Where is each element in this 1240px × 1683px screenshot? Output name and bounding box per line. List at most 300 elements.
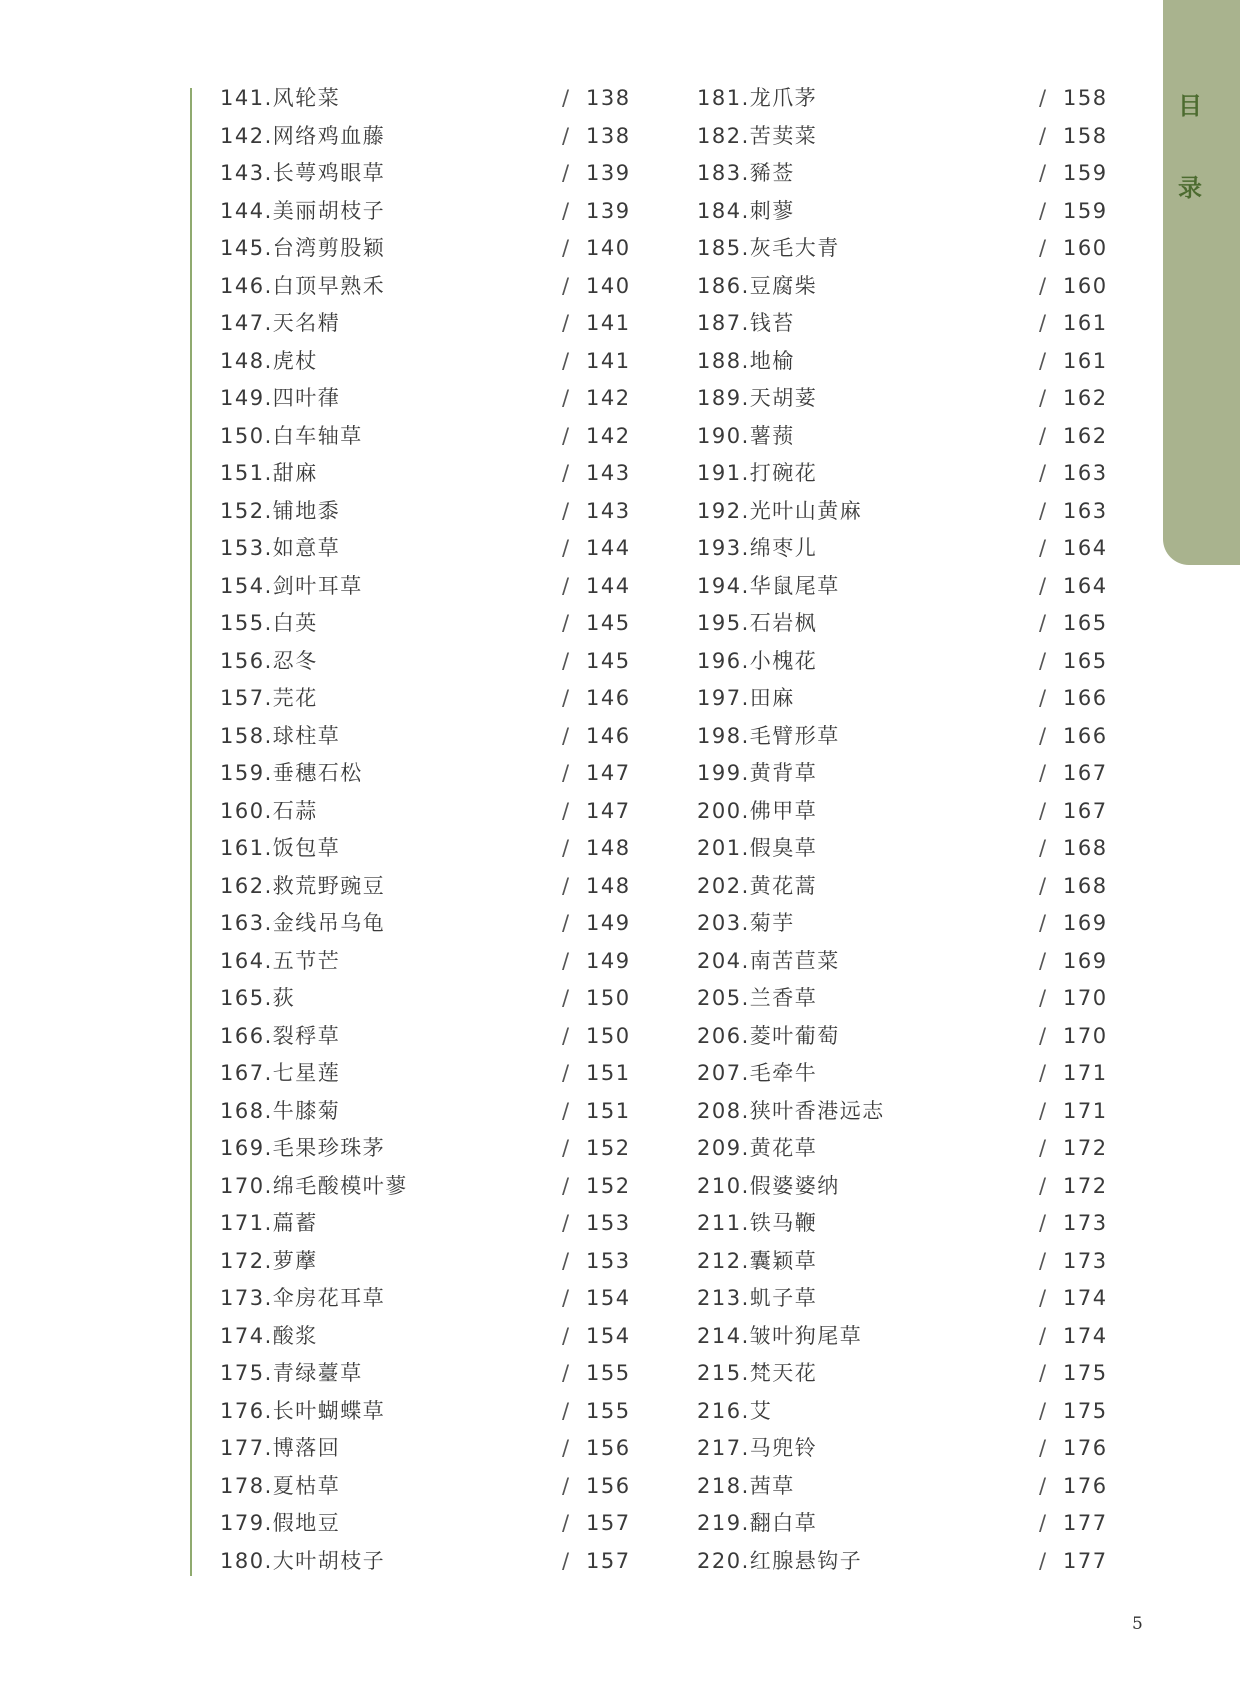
toc-entry-separator: / — [1039, 311, 1048, 335]
toc-entry-page: 138 — [586, 123, 631, 148]
toc-entry-separator: / — [562, 911, 571, 935]
toc-entry-separator: / — [1039, 648, 1048, 673]
toc-entry[interactable] — [220, 868, 631, 906]
toc-entry-title: 187.钱苔 — [697, 311, 795, 335]
toc-entry-separator: / — [562, 536, 571, 560]
toc-entry[interactable] — [220, 155, 631, 193]
toc-entry[interactable] — [697, 943, 1108, 981]
toc-entry[interactable] — [220, 905, 631, 943]
toc-entry-page: 147 — [586, 761, 631, 785]
toc-entry-title: 163.金线吊乌龟 — [220, 911, 386, 935]
toc-entry-separator: / — [562, 986, 571, 1010]
toc-entry-title: 153.如意草 — [220, 536, 341, 560]
toc-entry-page: 166 — [1063, 723, 1108, 748]
toc-entry-page: 163 — [1063, 461, 1108, 485]
toc-entry-separator: / — [1039, 123, 1048, 148]
toc-entry-title: 183.豨莶 — [697, 161, 795, 185]
toc-entry[interactable] — [220, 230, 631, 268]
toc-entry-page: 160 — [1063, 273, 1108, 298]
toc-entry-separator: / — [562, 1211, 571, 1235]
toc-entry-separator: / — [562, 1398, 571, 1423]
toc-entry-title: 189.天胡荽 — [697, 386, 818, 410]
toc-entry-page: 141 — [586, 348, 631, 373]
toc-entry-separator: / — [1039, 536, 1048, 560]
toc-entry-title: 179.假地豆 — [220, 1511, 341, 1535]
toc-entry-separator: / — [562, 1173, 571, 1198]
toc-entry-separator: / — [562, 1248, 571, 1273]
toc-entry-title: 213.虮子草 — [697, 1286, 818, 1310]
toc-entry-page: 176 — [1063, 1436, 1108, 1460]
toc-entry[interactable] — [697, 530, 1108, 568]
toc-entry[interactable] — [220, 1093, 631, 1131]
toc-entry-page: 157 — [586, 1548, 631, 1573]
toc-entry-title: 194.华鼠尾草 — [697, 573, 840, 598]
toc-entry-page: 177 — [1063, 1511, 1108, 1535]
toc-entry-title: 185.灰毛大青 — [697, 236, 840, 260]
toc-entry-title: 196.小槐花 — [697, 648, 818, 673]
toc-entry[interactable] — [220, 943, 631, 981]
toc-entry[interactable] — [220, 80, 631, 118]
toc-entry[interactable] — [220, 268, 631, 306]
toc-entry-title: 176.长叶蝴蝶草 — [220, 1398, 386, 1423]
toc-entry-page: 164 — [1063, 573, 1108, 598]
toc-entry-title: 164.五节芒 — [220, 948, 341, 973]
toc-entry-title: 160.石蒜 — [220, 798, 318, 823]
toc-entry-page: 164 — [1063, 536, 1108, 560]
toc-entry[interactable] — [220, 793, 631, 831]
toc-entry-title: 149.四叶葎 — [220, 386, 341, 410]
toc-entry-separator: / — [1039, 948, 1048, 973]
toc-entry-page: 167 — [1063, 761, 1108, 785]
toc-entry-page: 174 — [1063, 1323, 1108, 1348]
toc-entry-page: 155 — [586, 1398, 631, 1423]
side-tab-char-mu: 目 — [1178, 92, 1202, 120]
toc-entry-separator: / — [562, 836, 571, 860]
toc-entry-title: 191.打碗花 — [697, 461, 818, 485]
toc-entry-title: 190.薯蓣 — [697, 423, 795, 448]
toc-entry-page: 144 — [586, 573, 631, 598]
toc-entry[interactable] — [697, 380, 1108, 418]
toc-entry-page: 139 — [586, 161, 631, 185]
toc-entry-page: 159 — [1063, 161, 1108, 185]
toc-entry-title: 144.美丽胡枝子 — [220, 198, 386, 223]
toc-entry[interactable] — [220, 1355, 631, 1393]
left-margin-rule — [190, 88, 192, 1576]
toc-entry-page: 147 — [586, 798, 631, 823]
toc-entry-separator: / — [562, 948, 571, 973]
toc-entry-page: 146 — [586, 686, 631, 710]
toc-entry[interactable] — [220, 1168, 631, 1206]
toc-entry-title: 161.饭包草 — [220, 836, 341, 860]
toc-entry-title: 199.黄背草 — [697, 761, 818, 785]
toc-entry[interactable] — [697, 1168, 1108, 1206]
toc-entry[interactable] — [220, 980, 631, 1018]
toc-entry[interactable] — [697, 230, 1108, 268]
toc-entry[interactable] — [697, 118, 1108, 156]
toc-entry[interactable] — [697, 830, 1108, 868]
toc-entry-page: 149 — [586, 948, 631, 973]
toc-entry-separator: / — [562, 1098, 571, 1123]
toc-entry[interactable] — [697, 493, 1108, 531]
toc-entry-separator: / — [562, 348, 571, 373]
toc-entry[interactable] — [697, 1430, 1108, 1468]
toc-entry[interactable] — [220, 305, 631, 343]
toc-entry-title: 159.垂穗石松 — [220, 761, 363, 785]
toc-entry[interactable] — [220, 1130, 631, 1168]
toc-entry-title: 201.假臭草 — [697, 836, 818, 860]
toc-entry-title: 158.球柱草 — [220, 723, 341, 748]
toc-entry-title: 215.梵天花 — [697, 1361, 818, 1385]
toc-entry-title: 180.大叶胡枝子 — [220, 1548, 386, 1573]
toc-entry[interactable] — [697, 868, 1108, 906]
toc-entry-separator: / — [562, 1023, 571, 1048]
toc-entry-separator: / — [1039, 1248, 1048, 1273]
toc-entry-separator: / — [562, 1436, 571, 1460]
toc-entry-page: 152 — [586, 1173, 631, 1198]
toc-entry-page: 150 — [586, 986, 631, 1010]
toc-entry-page: 154 — [586, 1286, 631, 1310]
toc-entry-page: 158 — [1063, 86, 1108, 110]
toc-entry[interactable] — [220, 1393, 631, 1431]
toc-entry[interactable] — [697, 905, 1108, 943]
toc-entry[interactable] — [220, 718, 631, 756]
toc-entry-title: 217.马兜铃 — [697, 1436, 818, 1460]
toc-entry-page: 155 — [586, 1361, 631, 1385]
toc-entry-title: 165.荻 — [220, 986, 296, 1010]
toc-entry-page: 143 — [586, 461, 631, 485]
toc-entry[interactable] — [220, 193, 631, 231]
toc-entry-separator: / — [1039, 86, 1048, 110]
toc-entry[interactable] — [220, 380, 631, 418]
toc-entry-separator: / — [562, 761, 571, 785]
toc-entry-separator: / — [1039, 1136, 1048, 1160]
toc-entry-title: 174.酸浆 — [220, 1323, 318, 1348]
toc-entry-page: 173 — [1063, 1211, 1108, 1235]
toc-entry-separator: / — [562, 1361, 571, 1385]
toc-entry-page: 140 — [586, 236, 631, 260]
toc-entry[interactable] — [697, 193, 1108, 231]
toc-entry-separator: / — [1039, 686, 1048, 710]
toc-entry-title: 146.白顶早熟禾 — [220, 273, 386, 298]
toc-entry-title: 166.裂稃草 — [220, 1023, 341, 1048]
toc-entry-page: 175 — [1063, 1398, 1108, 1423]
toc-entry[interactable] — [220, 530, 631, 568]
toc-entry-page: 156 — [586, 1473, 631, 1498]
toc-entry-separator: / — [1039, 273, 1048, 298]
toc-entry[interactable] — [697, 1280, 1108, 1318]
toc-entry-title: 150.白车轴草 — [220, 423, 363, 448]
toc-entry-title: 206.菱叶葡萄 — [697, 1023, 840, 1048]
toc-entry-separator: / — [562, 423, 571, 448]
toc-entry-title: 204.南苦苣菜 — [697, 948, 840, 973]
toc-entry[interactable] — [220, 1280, 631, 1318]
toc-entry-title: 170.绵毛酸模叶蓼 — [220, 1173, 408, 1198]
toc-entry-title: 220.红腺悬钩子 — [697, 1548, 863, 1573]
toc-entry[interactable] — [697, 305, 1108, 343]
toc-entry-title: 207.毛牵牛 — [697, 1061, 818, 1085]
toc-entry-title: 198.毛臂形草 — [697, 723, 840, 748]
toc-entry[interactable] — [220, 343, 631, 381]
toc-entry[interactable] — [697, 1018, 1108, 1056]
toc-entry-page: 161 — [1063, 348, 1108, 373]
toc-entry-page: 168 — [1063, 873, 1108, 898]
toc-entry-title: 197.田麻 — [697, 686, 795, 710]
toc-entry-separator: / — [1039, 1098, 1048, 1123]
toc-entry[interactable] — [697, 1393, 1108, 1431]
toc-entry-page: 173 — [1063, 1248, 1108, 1273]
toc-entry-page: 170 — [1063, 1023, 1108, 1048]
toc-entry-page: 160 — [1063, 236, 1108, 260]
toc-entry-separator: / — [1039, 1436, 1048, 1460]
toc-entry-page: 159 — [1063, 198, 1108, 223]
toc-entry-title: 172.萝藦 — [220, 1248, 318, 1273]
toc-column-left — [220, 80, 631, 1580]
toc-entry[interactable] — [220, 493, 631, 531]
toc-entry-separator: / — [1039, 1473, 1048, 1498]
toc-entry[interactable] — [697, 268, 1108, 306]
toc-entry-title: 202.黄花蒿 — [697, 873, 818, 898]
toc-entry-separator: / — [1039, 236, 1048, 260]
toc-entry-title: 151.甜麻 — [220, 461, 318, 485]
toc-entry-page: 150 — [586, 1023, 631, 1048]
toc-entry-title: 208.狭叶香港远志 — [697, 1098, 885, 1123]
toc-entry-separator: / — [562, 573, 571, 598]
toc-entry-separator: / — [1039, 873, 1048, 898]
toc-entry-page: 162 — [1063, 423, 1108, 448]
toc-entry-page: 170 — [1063, 986, 1108, 1010]
toc-entry[interactable] — [697, 605, 1108, 643]
toc-entry-page: 140 — [586, 273, 631, 298]
toc-entry[interactable] — [220, 568, 631, 606]
toc-entry-page: 172 — [1063, 1173, 1108, 1198]
toc-entry[interactable] — [697, 680, 1108, 718]
toc-entry[interactable] — [697, 80, 1108, 118]
toc-entry[interactable] — [697, 980, 1108, 1018]
toc-entry-page: 176 — [1063, 1473, 1108, 1498]
toc-entry[interactable] — [220, 1205, 631, 1243]
toc-entry-separator: / — [1039, 348, 1048, 373]
toc-entry-title: 173.伞房花耳草 — [220, 1286, 386, 1310]
toc-entry-title: 147.天名精 — [220, 311, 341, 335]
toc-entry-title: 192.光叶山黄麻 — [697, 498, 863, 523]
toc-entry[interactable] — [220, 643, 631, 681]
toc-entry-separator: / — [562, 723, 571, 748]
toc-entry[interactable] — [697, 455, 1108, 493]
toc-entry-page: 154 — [586, 1323, 631, 1348]
toc-entry-title: 216.艾 — [697, 1398, 773, 1423]
toc-entry-title: 181.龙爪茅 — [697, 86, 818, 110]
toc-entry-title: 212.囊颖草 — [697, 1248, 818, 1273]
toc-entry[interactable] — [697, 155, 1108, 193]
toc-entry-separator: / — [562, 461, 571, 485]
toc-entry[interactable] — [220, 830, 631, 868]
toc-entry-page: 156 — [586, 1436, 631, 1460]
toc-entry[interactable] — [220, 1055, 631, 1093]
toc-entry[interactable] — [697, 1130, 1108, 1168]
toc-entry[interactable] — [220, 1318, 631, 1356]
toc-entry-page: 148 — [586, 873, 631, 898]
toc-entry[interactable] — [220, 680, 631, 718]
toc-entry-separator: / — [1039, 1511, 1048, 1535]
toc-entry[interactable] — [697, 1205, 1108, 1243]
toc-entry-separator: / — [1039, 1023, 1048, 1048]
toc-entry-separator: / — [562, 611, 571, 635]
toc-entry-page: 158 — [1063, 123, 1108, 148]
toc-entry-title: 178.夏枯草 — [220, 1473, 341, 1498]
toc-entry[interactable] — [220, 1243, 631, 1281]
toc-entry-page: 151 — [586, 1061, 631, 1085]
toc-entry-page: 141 — [586, 311, 631, 335]
toc-entry-page: 168 — [1063, 836, 1108, 860]
toc-entry-separator: / — [1039, 761, 1048, 785]
toc-entry-title: 214.皱叶狗尾草 — [697, 1323, 863, 1348]
toc-entry-separator: / — [1039, 836, 1048, 860]
toc-entry[interactable] — [220, 1018, 631, 1056]
toc-entry-separator: / — [1039, 1173, 1048, 1198]
toc-entry-page: 171 — [1063, 1098, 1108, 1123]
toc-entry-page: 163 — [1063, 498, 1108, 523]
toc-entry-title: 148.虎杖 — [220, 348, 318, 373]
toc-entry-separator: / — [1039, 611, 1048, 635]
toc-entry-separator: / — [562, 311, 571, 335]
toc-entry[interactable] — [220, 1543, 631, 1581]
contents-side-tab — [1163, 0, 1240, 565]
toc-entry-title: 154.剑叶耳草 — [220, 573, 363, 598]
toc-entry-title: 193.绵枣儿 — [697, 536, 818, 560]
toc-entry-separator: / — [1039, 986, 1048, 1010]
toc-entry[interactable] — [220, 755, 631, 793]
toc-entry-page: 149 — [586, 911, 631, 935]
toc-entry-separator: / — [562, 198, 571, 223]
toc-entry-title: 141.风轮菜 — [220, 86, 341, 110]
toc-entry-title: 182.苦荬菜 — [697, 123, 818, 148]
toc-entry-page: 145 — [586, 611, 631, 635]
toc-entry-title: 142.网络鸡血藤 — [220, 123, 386, 148]
toc-entry-separator: / — [562, 1136, 571, 1160]
toc-entry[interactable] — [697, 755, 1108, 793]
toc-entry[interactable] — [697, 718, 1108, 756]
toc-entry-title: 203.菊芋 — [697, 911, 795, 935]
toc-entry[interactable] — [220, 118, 631, 156]
toc-entry-separator: / — [1039, 911, 1048, 935]
toc-entry[interactable] — [220, 1430, 631, 1468]
toc-entry-separator: / — [1039, 498, 1048, 523]
toc-entry-page: 172 — [1063, 1136, 1108, 1160]
toc-entry-separator: / — [1039, 1061, 1048, 1085]
toc-entry-title: 175.青绿薹草 — [220, 1361, 363, 1385]
toc-entry[interactable] — [697, 793, 1108, 831]
toc-entry-separator: / — [1039, 1548, 1048, 1573]
toc-entry-separator: / — [1039, 161, 1048, 185]
toc-entry-title: 211.铁马鞭 — [697, 1211, 818, 1235]
toc-entry[interactable] — [697, 1093, 1108, 1131]
toc-entry-separator: / — [1039, 1361, 1048, 1385]
toc-entry[interactable] — [220, 605, 631, 643]
toc-entry-title: 209.黄花草 — [697, 1136, 818, 1160]
toc-entry[interactable] — [697, 568, 1108, 606]
toc-column-right — [697, 80, 1108, 1580]
toc-entry-page: 175 — [1063, 1361, 1108, 1385]
toc-entry-separator: / — [562, 498, 571, 523]
toc-entry-page: 166 — [1063, 686, 1108, 710]
toc-entry[interactable] — [697, 1243, 1108, 1281]
toc-entry-separator: / — [1039, 423, 1048, 448]
toc-entry-separator: / — [562, 686, 571, 710]
toc-entry-page: 151 — [586, 1098, 631, 1123]
toc-entry-title: 200.佛甲草 — [697, 798, 818, 823]
toc-entry[interactable] — [697, 343, 1108, 381]
toc-entry-title: 171.萹蓄 — [220, 1211, 318, 1235]
toc-entry[interactable] — [220, 418, 631, 456]
toc-entry-page: 152 — [586, 1136, 631, 1160]
toc-entry-title: 143.长萼鸡眼草 — [220, 161, 386, 185]
toc-entry-separator: / — [562, 1286, 571, 1310]
toc-entry-title: 177.博落回 — [220, 1436, 341, 1460]
toc-entry-title: 184.刺蓼 — [697, 198, 795, 223]
toc-entry-title: 218.茜草 — [697, 1473, 795, 1498]
toc-entry-separator: / — [1039, 798, 1048, 823]
toc-entry-title: 188.地榆 — [697, 348, 795, 373]
toc-entry-page: 139 — [586, 198, 631, 223]
toc-entry-separator: / — [1039, 1286, 1048, 1310]
toc-entry-separator: / — [562, 798, 571, 823]
toc-entry[interactable] — [697, 1355, 1108, 1393]
toc-entry[interactable] — [220, 1468, 631, 1506]
toc-entry[interactable] — [697, 1318, 1108, 1356]
toc-entry[interactable] — [697, 1543, 1108, 1581]
toc-entry-separator: / — [562, 1511, 571, 1535]
toc-entry-title: 186.豆腐柴 — [697, 273, 818, 298]
toc-entry-page: 148 — [586, 836, 631, 860]
toc-entry[interactable] — [697, 643, 1108, 681]
toc-entry-title: 205.兰香草 — [697, 986, 818, 1010]
toc-entry[interactable] — [697, 1055, 1108, 1093]
toc-entry-separator: / — [562, 1473, 571, 1498]
toc-entry-separator: / — [562, 648, 571, 673]
toc-entry-separator: / — [1039, 461, 1048, 485]
toc-entry-separator: / — [562, 123, 571, 148]
toc-entry-separator: / — [1039, 573, 1048, 598]
toc-entry-page: 165 — [1063, 648, 1108, 673]
toc-entry-separator: / — [562, 161, 571, 185]
toc-entry-separator: / — [1039, 1323, 1048, 1348]
toc-entry-separator: / — [1039, 198, 1048, 223]
toc-entry[interactable] — [697, 1468, 1108, 1506]
toc-entry[interactable] — [697, 418, 1108, 456]
toc-entry-title: 155.白英 — [220, 611, 318, 635]
toc-entry-title: 219.翻白草 — [697, 1511, 818, 1535]
toc-entry-title: 210.假婆婆纳 — [697, 1173, 840, 1198]
side-tab-char-lu: 录 — [1178, 174, 1202, 202]
toc-entry-page: 153 — [586, 1248, 631, 1273]
toc-entry-separator: / — [562, 86, 571, 110]
toc-entry-page: 146 — [586, 723, 631, 748]
toc-entry-page: 167 — [1063, 798, 1108, 823]
toc-entry-page: 144 — [586, 536, 631, 560]
toc-entry[interactable] — [220, 455, 631, 493]
toc-entry-title: 152.铺地黍 — [220, 498, 341, 523]
toc-entry-page: 177 — [1063, 1548, 1108, 1573]
toc-entry-separator: / — [1039, 1398, 1048, 1423]
toc-entry[interactable] — [697, 1505, 1108, 1543]
toc-entry-page: 169 — [1063, 948, 1108, 973]
toc-entry[interactable] — [220, 1505, 631, 1543]
toc-entry-separator: / — [1039, 723, 1048, 748]
toc-entry-separator: / — [562, 1323, 571, 1348]
toc-entry-separator: / — [562, 273, 571, 298]
toc-entry-separator: / — [1039, 386, 1048, 410]
toc-entry-page: 157 — [586, 1511, 631, 1535]
